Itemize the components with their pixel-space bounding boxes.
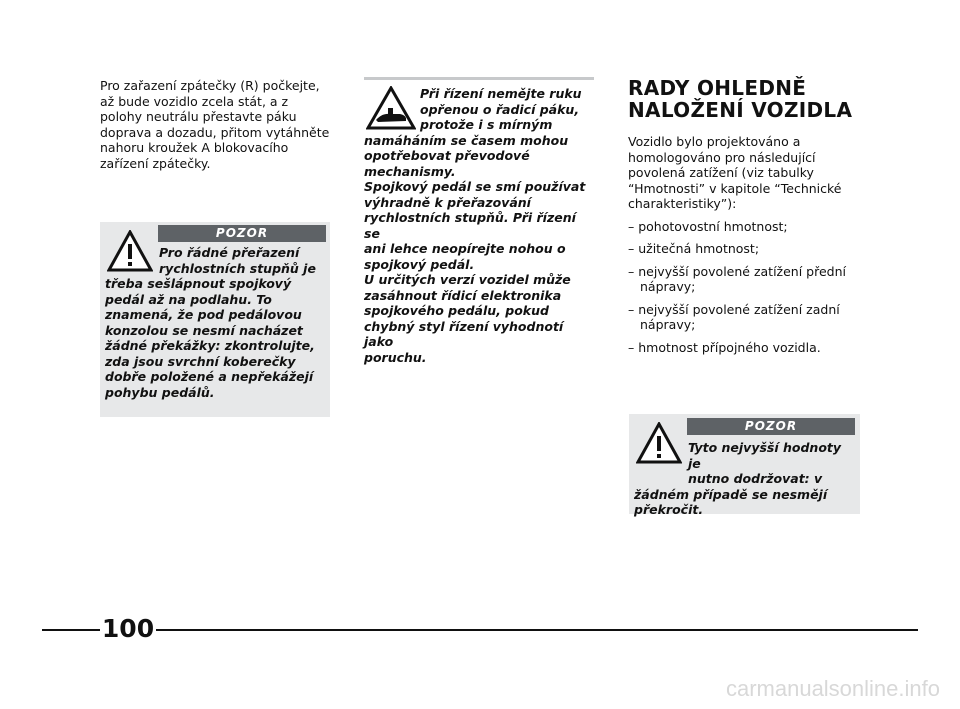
warning-line: znamená, že pod pedálovou bbox=[105, 307, 302, 322]
warning-line: rychlostních stupňů je bbox=[159, 260, 316, 276]
note-top-rule bbox=[364, 77, 594, 80]
warning-box-clutch bbox=[100, 222, 330, 417]
warning-header: POZOR bbox=[158, 225, 326, 242]
note-line: výhradně k přeřazování bbox=[364, 194, 531, 210]
section-heading bbox=[628, 77, 868, 121]
note-line: Při řízení nemějte ruku bbox=[420, 86, 582, 101]
list-item: – nejvyšší povolené zatížení zadní nápravy; bbox=[628, 301, 840, 332]
note-line: spojkového pedálu, pokud bbox=[364, 303, 549, 318]
note-line: opřenou o řadicí páku, bbox=[420, 101, 580, 117]
loading-section-body bbox=[628, 134, 860, 362]
footer-rule-right bbox=[156, 629, 918, 631]
note-line: mechanismy. bbox=[364, 163, 456, 179]
note-line: rychlostních stupňů. Při řízení se bbox=[364, 210, 576, 241]
warning-line: zda jsou svrchní koberečky bbox=[105, 353, 296, 369]
watermark: carmanualsonline.info bbox=[725, 676, 940, 701]
list-item: – hmotnost přípojného vozidla. bbox=[628, 339, 821, 355]
note-line: chybný styl řízení vyhodnotí jako bbox=[364, 318, 564, 349]
warning-text bbox=[634, 440, 856, 518]
note-line: zasáhnout řídicí elektronika bbox=[364, 287, 562, 303]
note-line: namáháním se časem mohou bbox=[364, 132, 569, 148]
warning-line: Tyto nejvyšší hodnoty je bbox=[688, 440, 842, 471]
list-item: – nejvyšší povolené zatížení přední nápravy; bbox=[628, 263, 846, 294]
warning-line: konzolou se nesmí nacházet bbox=[105, 322, 303, 338]
list-item: – pohotovostní hmotnost; bbox=[628, 218, 788, 234]
note-line: U určitých verzí vozidel může bbox=[364, 272, 571, 287]
warning-line: pedál až na podlahu. To bbox=[105, 291, 272, 307]
intro-paragraph: Vozidlo bylo projektováno a homologováno pro následující povolená zatížení (viz tabulky “Hmotnosti” v kapitole “Technické charakteristiky”): bbox=[628, 134, 842, 211]
warning-line: překročit. bbox=[634, 502, 704, 517]
warning-line: Pro řádné přeřazení bbox=[159, 245, 300, 260]
warning-header: POZOR bbox=[687, 418, 855, 435]
page-number: 100 bbox=[101, 614, 155, 643]
warning-line: pohybu pedálů. bbox=[105, 384, 215, 400]
list-item: – užitečná hmotnost; bbox=[628, 241, 760, 256]
reverse-gear-paragraph: Pro zařazení zpátečky (R) počkejte, až bude vozidlo zcela stát, a z polohy neutrálu přestavte páku doprava a dozadu, přitom vytáhněte nahoru kroužek A blokovacího zařízení zpátečky. bbox=[100, 78, 330, 171]
warning-line: třeba sešlápnout spojkový bbox=[105, 276, 292, 291]
warning-box-load-limits bbox=[629, 414, 860, 517]
note-line: protože i s mírným bbox=[420, 117, 553, 132]
heading-line: RADY OHLEDNĚ bbox=[628, 76, 807, 100]
warning-line: nutno dodržovat: v bbox=[688, 471, 823, 486]
warning-line: dobře položené a nepřekážejí bbox=[105, 369, 314, 384]
note-line: poruchu. bbox=[364, 349, 427, 365]
warning-text bbox=[105, 245, 327, 400]
footer-rule-left bbox=[42, 629, 100, 631]
warning-line: žádném případě se nesmějí bbox=[634, 486, 828, 502]
note-line: opotřebovat převodové bbox=[364, 148, 530, 163]
note-line: spojkový pedál. bbox=[364, 256, 475, 272]
heading-line: NALOŽENÍ VOZIDLA bbox=[628, 98, 853, 122]
note-line: Spojkový pedál se smí používat bbox=[364, 179, 586, 194]
note-text bbox=[364, 86, 596, 365]
note-line: ani lehce neopírejte nohou o bbox=[364, 241, 566, 256]
warning-line: žádné překážky: zkontrolujte, bbox=[105, 338, 315, 353]
note-gear-lever bbox=[364, 82, 596, 365]
